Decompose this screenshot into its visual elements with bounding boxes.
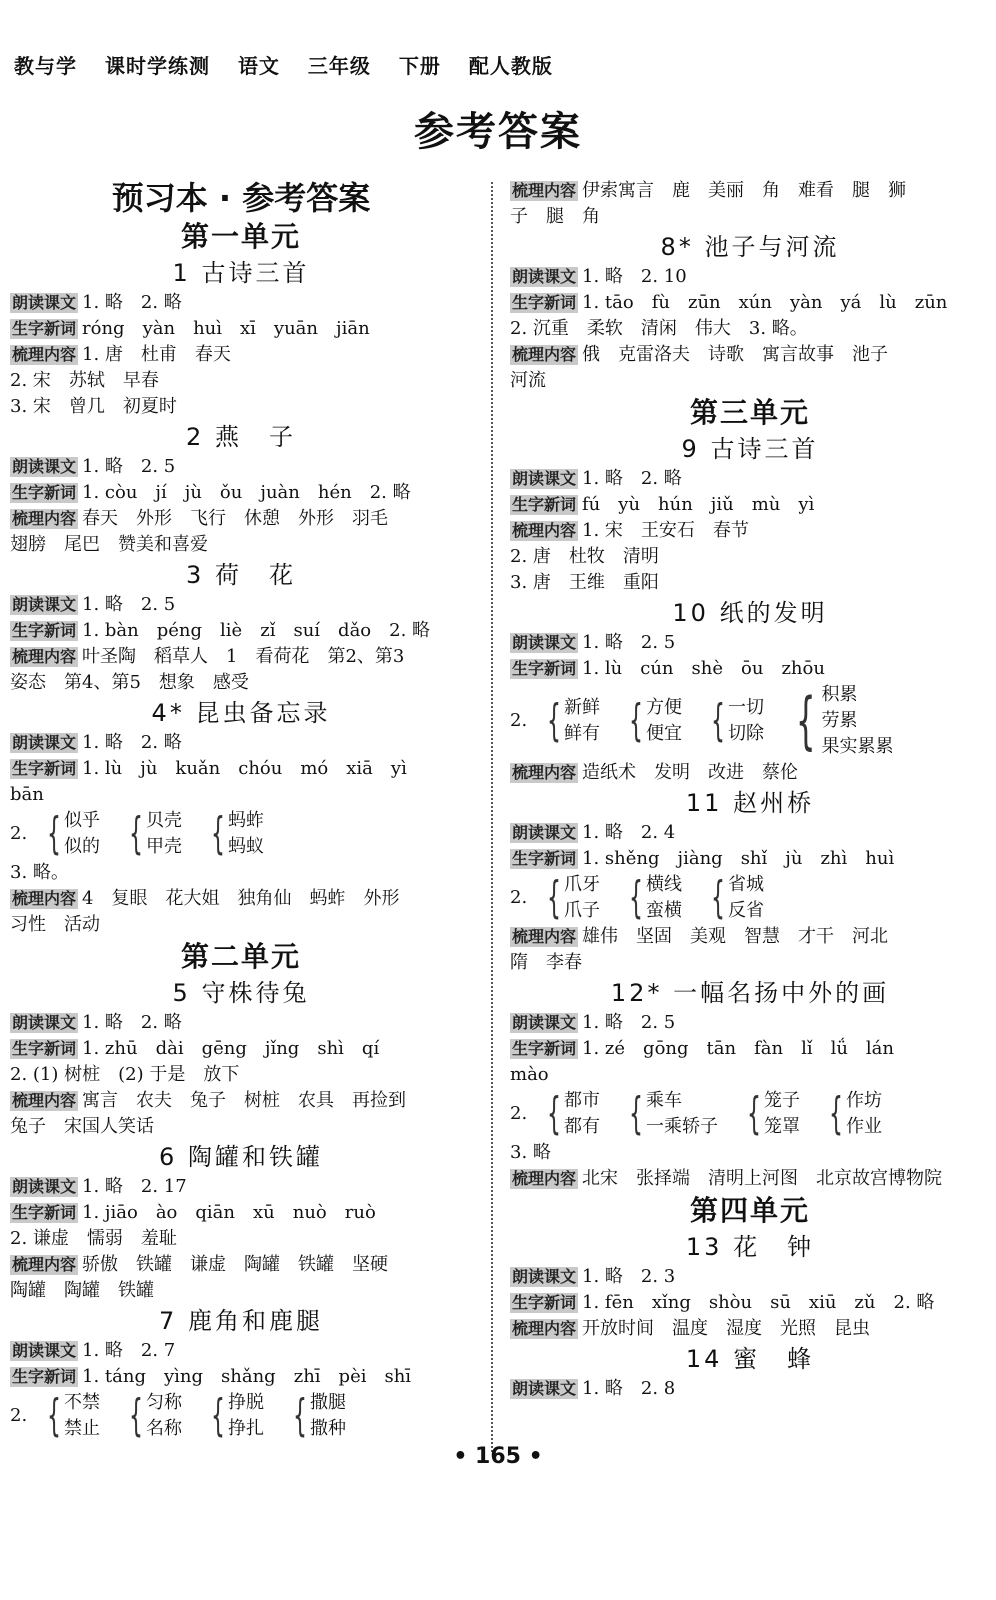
answer-line	[510, 1290, 990, 1316]
tag: 朗读课文	[512, 823, 577, 842]
answer-text: 1. 略 2. 7	[82, 1340, 176, 1361]
lesson-title: 14 蜜 蜂	[685, 1345, 815, 1373]
header-item: 三年级	[307, 54, 371, 78]
tag: 梳理内容	[12, 889, 77, 908]
answer-text: 1. 宋 王安石 春节	[582, 520, 749, 541]
lesson-title: 11 赵州桥	[685, 789, 815, 817]
brace-icon: {	[629, 872, 643, 923]
answer-text: 1. 略 2. 略	[82, 292, 182, 313]
brace-icon: {	[795, 684, 816, 757]
answer-line	[10, 1036, 472, 1062]
brace-icon: {	[211, 808, 225, 859]
tag: 生字新词	[512, 659, 577, 678]
answer-line	[510, 178, 990, 204]
word: 便宜	[646, 723, 682, 744]
answer-text: 2. 宋 苏轼 早春	[10, 370, 159, 391]
answer-line	[10, 480, 472, 506]
answer-text: 1. bàn péng liè zǐ suí dǎo 2. 略	[82, 620, 431, 641]
answer-line	[10, 1088, 472, 1114]
answer-line	[510, 264, 990, 290]
word: 切除	[728, 723, 764, 744]
word: 挣脱	[228, 1392, 264, 1413]
tag: 朗读课文	[12, 1013, 77, 1032]
answer-line	[10, 454, 472, 480]
answer-text: 3. 宋 曾几 初夏时	[10, 396, 177, 417]
word-group	[704, 695, 764, 747]
answer-line	[10, 886, 472, 912]
tag: 朗读课文	[512, 1379, 577, 1398]
answer-line	[510, 820, 990, 846]
word-group	[540, 1088, 600, 1140]
book-header	[14, 50, 573, 79]
answer-line	[510, 924, 990, 950]
word-group	[540, 695, 600, 747]
answer-text: 1. 唐 杜甫 春天	[82, 344, 231, 365]
word: 新鲜	[564, 697, 600, 718]
tag: 梳理内容	[512, 927, 577, 946]
answer-text: 姿态 第4、第5 想象 感受	[10, 672, 249, 693]
word-groups	[510, 1088, 990, 1140]
tag: 朗读课文	[512, 1267, 577, 1286]
word: 名称	[146, 1418, 182, 1439]
answer-text: mào	[510, 1064, 549, 1085]
tag: 生字新词	[512, 849, 577, 868]
tag: 朗读课文	[512, 1013, 577, 1032]
word: 果实累累	[821, 736, 894, 757]
word: 匀称	[146, 1392, 182, 1413]
word: 禁止	[64, 1418, 100, 1439]
header-item: 下册	[398, 54, 441, 78]
tag: 生字新词	[512, 495, 577, 514]
tag: 朗读课文	[12, 1177, 77, 1196]
answer-line	[10, 644, 472, 670]
brace-icon: {	[829, 1088, 843, 1139]
answer-text: fú yù hún jiǔ mù yì	[582, 494, 815, 515]
word: 作业	[846, 1116, 882, 1137]
answer-line	[10, 1364, 472, 1390]
word: 一乘轿子	[646, 1116, 718, 1137]
tag: 朗读课文	[12, 293, 77, 312]
word: 乘车	[646, 1090, 682, 1111]
answer-text: 伊索寓言 鹿 美丽 角 难看 腿 狮	[582, 180, 907, 201]
word-group	[622, 695, 682, 747]
tag: 生字新词	[12, 1203, 77, 1222]
item-number: 2.	[10, 823, 28, 844]
answer-text: 2. (1) 树桩 (2) 于是 放下	[10, 1064, 240, 1085]
word-groups	[10, 808, 472, 860]
lesson-title: 1 古诗三首	[172, 259, 310, 287]
answer-text: róng yàn huì xī yuān jiān	[82, 318, 370, 339]
answer-line	[10, 506, 472, 532]
tag: 梳理内容	[12, 509, 77, 528]
answer-text: 2. 谦虚 懦弱 羞耻	[10, 1228, 177, 1249]
answer-line	[510, 1376, 990, 1402]
word-groups	[510, 872, 990, 924]
brace-icon: {	[293, 1390, 307, 1441]
answer-line	[10, 756, 472, 782]
word: 鲜有	[564, 723, 600, 744]
brace-icon: {	[47, 1390, 61, 1441]
word-group	[622, 1088, 718, 1140]
answer-text: 寓言 农夫 兔子 树桩 农具 再捡到	[82, 1090, 407, 1111]
word-group	[704, 872, 764, 924]
answer-text: 4 复眼 花大姐 独角仙 蚂蚱 外形	[82, 888, 400, 909]
answer-text: 造纸术 发明 改进 蔡伦	[582, 762, 799, 783]
lesson-title: 2 燕 子	[186, 423, 296, 451]
answer-text: 俄 克雷洛夫 诗歌 寓言故事 池子	[582, 344, 889, 365]
answer-text: 1. 略 2. 略	[582, 468, 682, 489]
tag: 梳理内容	[512, 345, 577, 364]
word: 爪牙	[564, 874, 600, 895]
word-group	[40, 808, 100, 860]
header-item: 配人教版	[468, 54, 553, 78]
answer-text: 习性 活动	[10, 914, 100, 935]
answer-text: 1. lù jù kuǎn chóu mó xiā yì	[82, 758, 407, 779]
answer-text: 隋 李春	[510, 952, 582, 973]
answer-text: 1. 略 2. 10	[582, 266, 687, 287]
tag: 生字新词	[512, 293, 577, 312]
tag: 梳理内容	[512, 1169, 577, 1188]
answer-text: 1. zhū dài gēng jǐng shì qí	[82, 1038, 380, 1059]
page-number: • 165 •	[453, 1444, 543, 1469]
lesson-title: 7 鹿角和鹿腿	[159, 1307, 323, 1335]
unit-title: 第一单元	[180, 220, 301, 253]
answer-line	[510, 760, 990, 786]
answer-line	[10, 1200, 472, 1226]
answer-text: 陶罐 陶罐 铁罐	[10, 1280, 154, 1301]
tag: 朗读课文	[512, 267, 577, 286]
answer-line	[510, 466, 990, 492]
word: 不禁	[64, 1392, 100, 1413]
answer-text: 开放时间 温度 湿度 光照 昆虫	[582, 1318, 871, 1339]
answer-text: bān	[10, 784, 44, 805]
answer-text: 子 腿 角	[510, 206, 600, 227]
answer-line	[510, 1166, 990, 1192]
answer-text: 3. 略	[510, 1142, 551, 1163]
tag: 梳理内容	[12, 1255, 77, 1274]
word-groups	[510, 682, 990, 760]
brace-icon: {	[211, 1390, 225, 1441]
answer-line	[510, 1036, 990, 1062]
header-item: 语文	[237, 54, 280, 78]
unit-title: 第三单元	[689, 396, 810, 429]
word-groups	[10, 1390, 472, 1442]
answer-line	[510, 630, 990, 656]
brace-icon: {	[547, 872, 561, 923]
word: 蛮横	[646, 900, 682, 921]
tag: 生字新词	[12, 621, 77, 640]
answer-text: 骄傲 铁罐 谦虚 陶罐 铁罐 坚硬	[82, 1254, 389, 1275]
word: 劳累	[821, 710, 858, 731]
word: 都市	[564, 1090, 600, 1111]
answer-text: 雄伟 坚固 美观 智慧 才干 河北	[582, 926, 889, 947]
answer-text: 1. jiāo ào qiān xū nuò ruò	[82, 1202, 376, 1223]
tag: 梳理内容	[12, 345, 77, 364]
word-group	[122, 808, 182, 860]
word-group	[540, 872, 600, 924]
answer-line	[10, 1010, 472, 1036]
header-item: 教与学	[14, 54, 77, 78]
tag: 生字新词	[12, 1367, 77, 1386]
tag: 生字新词	[12, 1039, 77, 1058]
answer-text: 2. 沉重 柔软 清闲 伟大 3. 略。	[510, 318, 808, 339]
answer-text: 3. 略。	[10, 862, 69, 883]
word: 省城	[728, 874, 764, 895]
answer-line	[510, 656, 990, 682]
answer-line	[510, 1010, 990, 1036]
answer-text: 1. 略 2. 4	[582, 822, 676, 843]
answer-text: 1. còu jí jù ǒu juàn hén 2. 略	[82, 482, 411, 503]
word: 都有	[564, 1116, 600, 1137]
word-group	[622, 872, 682, 924]
brace-icon: {	[547, 695, 561, 746]
answer-text: 1. lù cún shè ōu zhōu	[582, 658, 825, 679]
word-group	[740, 1088, 800, 1140]
answer-line	[510, 518, 990, 544]
answer-text: 1. 略 2. 5	[582, 632, 676, 653]
column-divider	[491, 182, 493, 1452]
unit-title: 第二单元	[180, 940, 301, 973]
answer-line	[510, 342, 990, 368]
word-group	[122, 1390, 182, 1442]
tag: 朗读课文	[12, 457, 77, 476]
brace-icon: {	[47, 808, 61, 859]
tag: 朗读课文	[12, 1341, 77, 1360]
answer-line	[510, 1316, 990, 1342]
page-title: 参考答案	[414, 109, 582, 155]
answer-line	[510, 1264, 990, 1290]
word: 笼罩	[764, 1116, 800, 1137]
brace-icon: {	[629, 1088, 643, 1139]
lesson-title: 9 古诗三首	[681, 435, 819, 463]
word: 似乎	[64, 810, 100, 831]
answer-text: 春天 外形 飞行 休憩 外形 羽毛	[82, 508, 389, 529]
lesson-title: 12* 一幅名扬中外的画	[610, 979, 890, 1007]
answer-text: 河流	[510, 370, 546, 391]
word-group	[204, 808, 264, 860]
word: 横线	[646, 874, 682, 895]
lesson-title: 5 守株待兔	[172, 979, 310, 1007]
word: 方便	[646, 697, 682, 718]
word: 撒腿	[310, 1392, 346, 1413]
lesson-title: 4* 昆虫备忘录	[151, 699, 331, 727]
answer-line	[10, 730, 472, 756]
word-group	[286, 1390, 346, 1442]
word: 反省	[728, 900, 764, 921]
item-number: 2.	[510, 887, 528, 908]
section-title: 预习本 · 参考答案	[111, 179, 371, 217]
word: 似的	[64, 836, 100, 857]
answer-text: 1. zé gōng tān fàn lǐ lǘ lán	[582, 1038, 895, 1059]
tag: 朗读课文	[12, 733, 77, 752]
word-group	[40, 1390, 100, 1442]
answer-line	[10, 342, 472, 368]
answer-text: 1. 略 2. 17	[82, 1176, 187, 1197]
word: 爪子	[564, 900, 600, 921]
answer-line	[10, 1174, 472, 1200]
answer-line	[10, 290, 472, 316]
brace-icon: {	[547, 1088, 561, 1139]
word: 挣扎	[228, 1418, 264, 1439]
brace-icon: {	[711, 695, 725, 746]
right-column	[510, 178, 990, 1402]
word: 一切	[728, 697, 764, 718]
answer-text: 1. 略 2. 略	[82, 732, 182, 753]
brace-icon: {	[629, 695, 643, 746]
answer-text: 1. fēn xǐng shòu sū xiū zǔ 2. 略	[582, 1292, 935, 1313]
tag: 朗读课文	[512, 469, 577, 488]
word-group	[204, 1390, 264, 1442]
lesson-title: 6 陶罐和铁罐	[159, 1143, 323, 1171]
brace-icon: {	[129, 808, 143, 859]
tag: 梳理内容	[512, 1319, 577, 1338]
tag: 生字新词	[12, 483, 77, 502]
word-group	[786, 682, 893, 760]
word: 撒种	[310, 1418, 346, 1439]
answer-text: 2. 唐 杜牧 清明	[510, 546, 659, 567]
tag: 朗读课文	[512, 633, 577, 652]
word: 贝壳	[146, 810, 182, 831]
brace-icon: {	[747, 1088, 761, 1139]
word-group	[822, 1088, 882, 1140]
item-number: 2.	[10, 1405, 28, 1426]
answer-line	[10, 618, 472, 644]
tag: 生字新词	[12, 759, 77, 778]
word: 笼子	[764, 1090, 800, 1111]
answer-line	[10, 316, 472, 342]
word: 甲壳	[146, 836, 182, 857]
answer-text: 3. 唐 王维 重阳	[510, 572, 659, 593]
brace-icon: {	[711, 872, 725, 923]
answer-text: 兔子 宋国人笑话	[10, 1116, 154, 1137]
tag: 朗读课文	[12, 595, 77, 614]
lesson-title: 8* 池子与河流	[660, 233, 840, 261]
answer-line	[10, 1252, 472, 1278]
answer-text: 1. 略 2. 5	[582, 1012, 676, 1033]
answer-text: 1. shěng jiàng shǐ jù zhì huì	[582, 848, 895, 869]
lesson-title: 13 花 钟	[685, 1233, 815, 1261]
answer-text: 北宋 张择端 清明上河图 北京故宫博物院	[582, 1168, 943, 1189]
brace-icon: {	[129, 1390, 143, 1441]
answer-text: 1. táng yìng shǎng zhī pèi shī	[82, 1366, 412, 1387]
lesson-title: 3 荷 花	[186, 561, 296, 589]
word: 作坊	[846, 1090, 882, 1111]
answer-line	[510, 492, 990, 518]
word: 蚂蚁	[228, 836, 264, 857]
header-item: 课时学练测	[104, 54, 210, 78]
answer-text: 1. 略 2. 5	[82, 594, 176, 615]
left-column	[10, 178, 472, 1442]
word: 蚂蚱	[228, 810, 264, 831]
tag: 梳理内容	[12, 1091, 77, 1110]
answer-text: 1. tāo fù zūn xún yàn yá lù zūn	[582, 292, 948, 313]
word: 积累	[821, 684, 858, 705]
answer-line	[10, 592, 472, 618]
tag: 梳理内容	[512, 521, 577, 540]
tag: 梳理内容	[512, 181, 577, 200]
answer-text: 1. 略 2. 8	[582, 1378, 676, 1399]
answer-text: 叶圣陶 稻草人 1 看荷花 第2、第3	[82, 646, 405, 667]
item-number: 2.	[510, 710, 528, 731]
answer-line	[10, 1338, 472, 1364]
answer-text: 翅膀 尾巴 赞美和喜爱	[10, 534, 208, 555]
answer-line	[510, 846, 990, 872]
item-number: 2.	[510, 1103, 528, 1124]
tag: 梳理内容	[12, 647, 77, 666]
tag: 生字新词	[512, 1293, 577, 1312]
tag: 生字新词	[12, 319, 77, 338]
unit-title: 第四单元	[689, 1194, 810, 1227]
answer-line	[510, 290, 990, 316]
tag: 生字新词	[512, 1039, 577, 1058]
tag: 梳理内容	[512, 763, 577, 782]
lesson-title: 10 纸的发明	[672, 599, 828, 627]
answer-text: 1. 略 2. 略	[82, 1012, 182, 1033]
answer-text: 1. 略 2. 5	[82, 456, 176, 477]
answer-text: 1. 略 2. 3	[582, 1266, 676, 1287]
